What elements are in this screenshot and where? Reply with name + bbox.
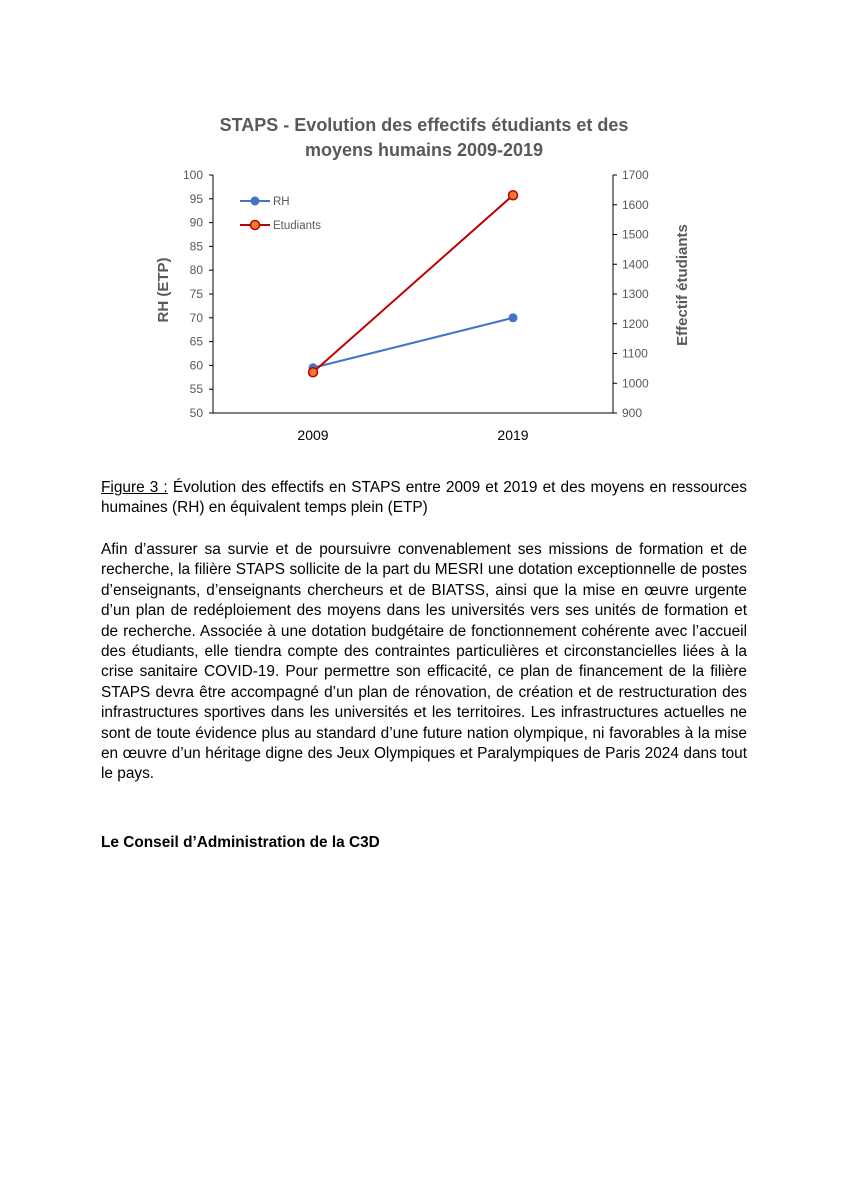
chart-title-line-2: moyens humains 2009-2019 [304, 140, 544, 160]
right-y-axis-label: Effectif étudiants [674, 224, 691, 346]
data-point-etudiants [309, 368, 318, 377]
legend [240, 196, 321, 232]
body-paragraph: Afin d’assurer sa survie et de poursuivre convenablement ses missions de formation et de recherche, la filière STAPS sollicite de la part du MESRI une dotation exceptionnelle de postes d’enseignants, d’enseignants chercheurs et de BIATSS, ainsi que la mise en œuvre urgente d’un plan de redéploiement des moyens dans les universités vers ses unités de formation et de recherche. Associée à une dotation budgétaire de fonctionnement cohérente avec l’accueil des étudiants, elle tiendra compte des contraintes particulières et circonstancielles liées à la crise sanitaire COVID-19. Pour permettre son efficacité, ce plan de financement de la filière STAPS devra être accompagné d’un plan de rénovation, de création et de restructuration des infrastructures sportives dans les universités et les territoires. Les infrastructures actuelles ne sont de toute évidence plus au standard d’une future nation olympique, ni favorables à la mise en œuvre d’un héritage digne des Jeux Olympiques et Paralympiques de Paris 2024 dans tout le pays. [101, 541, 747, 783]
left-tick-label: 60 [189, 358, 203, 373]
left-y-axis-label: RH (ETP) [155, 257, 172, 323]
left-tick-label: 85 [189, 239, 203, 254]
right-tick-label: 1100 [622, 346, 648, 361]
legend-rh-marker [251, 197, 260, 206]
left-tick-label: 55 [189, 382, 203, 397]
left-tick-label: 90 [189, 215, 203, 230]
series-line-rh [313, 318, 513, 368]
series-line-etudiants [313, 195, 513, 372]
right-tick-label: 1600 [622, 197, 649, 212]
figure-caption [101, 478, 747, 519]
x-category-ticks [297, 427, 528, 443]
figure-caption-text: Évolution des effectifs en STAPS entre 2009 et 2019 et des moyens en ressources humaines (RH) en équivalent temps plein (ETP) [101, 479, 747, 517]
right-tick-label: 1300 [622, 287, 649, 301]
legend-etudiants-label: Etudiants [273, 220, 321, 232]
right-tick-label: 1400 [622, 257, 649, 272]
left-tick-label: 100 [182, 168, 203, 182]
right-tick-label: 1500 [622, 227, 649, 242]
legend-rh-label: RH [273, 196, 290, 208]
left-tick-label: 75 [189, 287, 203, 301]
figure-label: Figure 3 : [101, 479, 168, 496]
left-y-ticks [183, 168, 213, 420]
signature: Le Conseil d’Administration de la C3D [101, 834, 380, 851]
data-point-rh [509, 313, 518, 322]
x-tick-label: 2019 [497, 427, 529, 443]
left-tick-label: 70 [189, 310, 203, 325]
right-tick-label: 1200 [622, 316, 649, 331]
right-tick-label: 1000 [622, 376, 649, 391]
left-tick-label: 80 [189, 263, 203, 278]
legend-etudiants-marker [251, 221, 260, 230]
left-tick-label: 65 [189, 334, 203, 349]
left-tick-label: 95 [189, 191, 203, 206]
right-tick-label: 900 [622, 406, 643, 420]
series-layer [309, 191, 518, 377]
data-point-etudiants [509, 191, 518, 200]
line-chart [0, 0, 848, 460]
chart-title-line-1: STAPS - Evolution des effectifs étudiants et des [219, 115, 629, 135]
x-tick-label: 2009 [297, 427, 329, 443]
left-tick-label: 50 [189, 406, 203, 420]
right-y-ticks [613, 168, 649, 420]
right-tick-label: 1700 [622, 168, 649, 182]
